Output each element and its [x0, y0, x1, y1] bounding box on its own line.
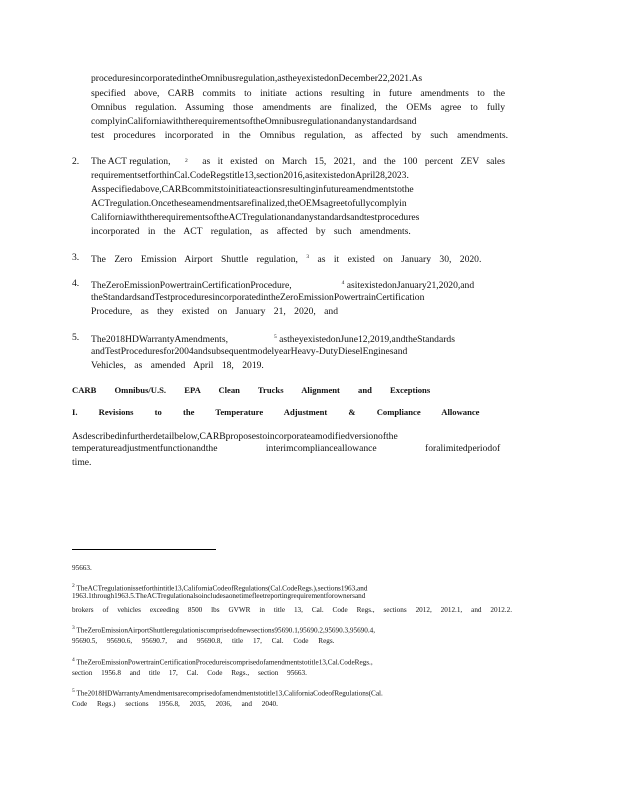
item2-line-4: ACTregulation.Oncetheseamendmentsarefinalized,theOEMsagreetofullycomplyin [91, 198, 407, 209]
item3-line [91, 252, 481, 265]
item4-line-3: Procedure, as they existed on January 21, 2020, and [91, 306, 339, 317]
item5-line-2: andTestProceduresfor2004andsubsequentmodelyearHeavy-DutyDieselEnginesand [91, 346, 408, 357]
item1-line-4: complyinCaliforniawiththerequirementsoftheOmnibusregulationandanystandardsand [91, 116, 417, 127]
item2-line-1a: The ACT regulation, [91, 156, 171, 167]
item5-text-b: astheyexistedonJune12,2019,andtheStandards [276, 334, 455, 346]
item2-footnote-ref: 2 [184, 158, 188, 164]
item4-text-b: asitexistedonJanuary21,2020,and [344, 280, 475, 292]
item4-text-a: TheZeroEmissionPowertrainCertificationProcedure, [91, 280, 292, 292]
item4-line-2: theStandardsandTestproceduresincorporatedintheZeroEmissionPowertrainCertification [91, 292, 425, 303]
subsection-heading: I. Revisions to the Temperature Adjustment & Compliance Allowance [72, 407, 480, 417]
item3-number: 3. [72, 252, 80, 263]
item5-footnote-ref: 5 [273, 334, 277, 340]
footnote-5-text-1: The2018HDWarrantyAmendmentsarecomprisedofamendmentstotitle13,CaliforniaCodeofRegulations(Cal. [76, 689, 383, 698]
item3-footnote-ref: 3 [306, 254, 310, 260]
item4-number: 4. [72, 278, 80, 289]
footnote-4-mark: 4 [72, 657, 75, 663]
section-heading-text: CARB Omnibus/U.S. EPA Clean Trucks Alignment and Exceptions [72, 385, 431, 395]
item4-footnote-ref: 4 [341, 280, 345, 286]
section-heading [72, 385, 431, 396]
footnote-3-line-1 [72, 624, 375, 635]
footnote-3-text-1: TheZeroEmissionAirportShuttleregulationiscomprisedofnewsections95690.1,95690.2,95690.3,95690.4, [76, 626, 376, 635]
item2-line-3: Asspecifiedabove,CARBcommitstoinitiateactionsresultinginfutureamendmentstothe [91, 184, 414, 195]
footnote-5-line-1 [72, 687, 383, 698]
item5-line-3: Vehicles, as amended April 18, 2019. [91, 360, 264, 371]
item2-line-1 [91, 156, 505, 167]
footnote-4-line-2: section 1956.8 and title 17, Cal. Code Regs., section 95663. [72, 669, 307, 677]
item3-text-b: as it existed on January 30, 2020. [309, 254, 482, 266]
item1-line-5: test procedures incorporated in the Omnibus regulation, as affected by such amendments. [91, 130, 508, 141]
item2-number: 2. [72, 156, 80, 167]
item4-line-1 [91, 278, 474, 291]
para-line-2: temperatureadjustmentfunctionandthe interimcomplianceallowance foralimitedperiodof [72, 443, 501, 454]
item5-number: 5. [72, 332, 80, 343]
item1-line-3: Omnibus regulation. Assuming those amendments are finalized, the OEMs agree to fully [91, 102, 505, 113]
item2-line-2: requirementsetforthinCal.CodeRegstitle13,section2016,asitexistedonApril28,2023. [91, 170, 409, 181]
footnote-2-line-3: brokers of vehicles exceeding 8500 lbs GVWR in title 13, Cal. Code Regs., sections 2012, 2012.1, and 2012.2. [72, 606, 512, 614]
item5-text-a: The2018HDWarrantyAmendments, [91, 334, 228, 346]
footnote-3-line-2: 95690.5, 95690.6, 95690.7, and 95690.8, title 17, Cal. Code Regs. [72, 637, 335, 645]
item1-line-1: proceduresincorporatedintheOmnibusregulation,astheyexistedonDecember22,2021.As [91, 73, 423, 84]
footnote-3-mark: 3 [72, 625, 75, 631]
para-line-3: time. [72, 457, 92, 468]
footnote-4-text-1: TheZeroEmissionPowertrainCertificationProcedureiscomprisedofamendmentstotitle13,Cal.CodeRegs., [76, 658, 373, 667]
item5-line-1 [91, 332, 455, 345]
para-line-1: Asdescribedinfurtherdetailbelow,CARBproposestoincorporateamodifiedversionofthe [72, 431, 398, 442]
item2-line-1b: as it existed on March 15, 2021, and the 100 percent ZEV sales [202, 156, 505, 167]
footnote-2-text-1: TheACTregulationissetforthintitle13,CaliforniaCodeofRegulations(Cal.CodeRegs.),sections1963,and [76, 584, 368, 593]
item1-line-2: specified above, CARB commits to initiate actions resulting in future amendments to the [91, 88, 505, 99]
footnote-5-line-2: Code Regs.) sections 1956.8, 2035, 2036, and 2040. [72, 700, 278, 708]
footnote-2-line-2: 1963.1through1963.5.TheACTregulationalsoincludesaonetimefleetreportingrequirementforownersand [72, 592, 366, 600]
footnote-2-mark: 2 [72, 583, 75, 589]
footnote-continuation: 95663. [72, 564, 92, 572]
item2-line-5: CaliforniawiththerequirementsoftheACTregulationandanystandardsandtestprocedures [91, 212, 420, 223]
footnote-separator [72, 549, 216, 550]
item2-line-6: incorporated in the ACT regulation, as affected by such amendments. [91, 226, 411, 237]
item3-text-a: The Zero Emission Airport Shuttle regulation, [91, 254, 307, 266]
footnote-4-line-1 [72, 656, 373, 667]
footnote-5-mark: 5 [72, 688, 75, 694]
